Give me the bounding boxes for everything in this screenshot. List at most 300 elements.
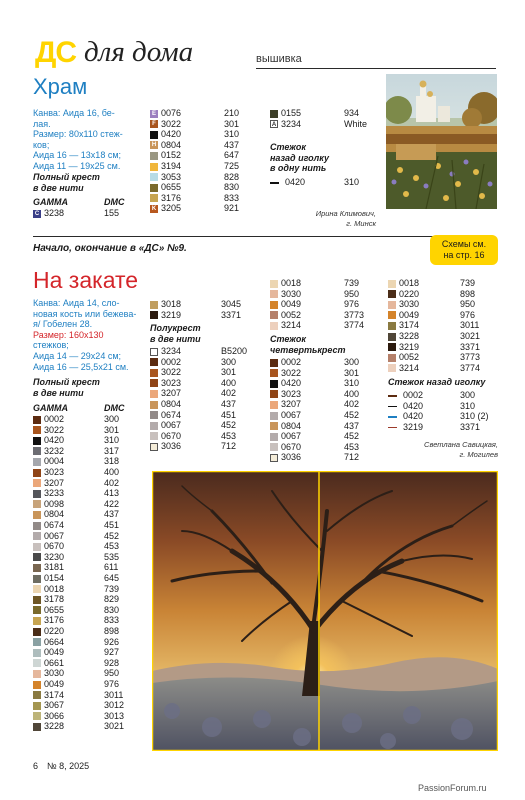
gamma-code: 0049 <box>399 309 420 320</box>
thread-key-row <box>150 357 270 368</box>
thread-swatch <box>33 628 41 636</box>
zakat-key-col2-half <box>150 346 270 454</box>
gamma-code: 0420 <box>403 400 424 411</box>
description-line: Канва: Аида 14, сло- <box>33 298 120 308</box>
thread-swatch <box>33 649 41 657</box>
dmc-code: 400 <box>221 377 237 388</box>
gamma-code: 0052 <box>399 352 420 363</box>
dmc-code: 3773 <box>460 352 481 363</box>
dmc-code: 611 <box>104 562 119 573</box>
backstitch-heading-line: назад иголку <box>270 152 329 163</box>
description-line: Аида 16 — 13х18 см; <box>33 150 122 161</box>
thread-key-row <box>33 690 143 701</box>
thread-swatch <box>388 354 396 362</box>
thread-key-row <box>33 658 143 669</box>
thread-key-row <box>33 721 143 732</box>
dmc-code: 451 <box>221 409 237 420</box>
thread-swatch <box>33 723 41 731</box>
dmc-code: 950 <box>344 288 360 299</box>
gamma-code: 3178 <box>44 594 65 605</box>
thread-key-row <box>270 368 380 379</box>
hram-description <box>33 108 153 172</box>
dmc-code: 301 <box>221 367 237 378</box>
thread-key-row <box>33 414 143 425</box>
hram-backstitch-key <box>270 177 380 189</box>
backstitch-heading-line: Стежок <box>270 142 306 152</box>
gamma-code: 3066 <box>44 710 65 721</box>
thread-swatch <box>150 173 158 181</box>
dmc-code: 3371 <box>460 341 481 352</box>
thread-swatch: H <box>151 142 157 149</box>
zakat-key-col3-top <box>270 278 380 332</box>
dmc-code: 3011 <box>104 689 124 700</box>
dmc-code: 927 <box>104 647 120 658</box>
thread-key-row <box>270 399 380 410</box>
stitch-heading-line: Полный крест <box>33 377 100 387</box>
zakat-quarter-heading <box>270 334 346 355</box>
gamma-code: 3053 <box>161 171 182 182</box>
dmc-code: 950 <box>104 668 120 679</box>
thread-key-row <box>270 431 380 442</box>
thread-swatch <box>270 301 278 309</box>
backstitch-line-swatch <box>388 416 397 418</box>
dmc-code: 829 <box>104 594 120 605</box>
thread-swatch <box>33 585 41 593</box>
dmc-code: 3021 <box>104 721 125 732</box>
gamma-code: 3174 <box>44 689 65 700</box>
gamma-code: 3214 <box>399 362 420 373</box>
gamma-code: 3018 <box>161 299 182 309</box>
thread-key-row <box>388 342 498 353</box>
dmc-code: 898 <box>104 626 120 636</box>
continuation-note: Начало, окончание в «ДС» №9. <box>33 243 187 254</box>
gamma-code: 0661 <box>44 657 65 668</box>
thread-key-row <box>150 388 270 399</box>
dmc-code: 3774 <box>460 362 481 373</box>
gamma-code: 3022 <box>161 118 182 129</box>
gamma-code: 3228 <box>44 721 65 732</box>
thread-swatch: A <box>271 122 277 129</box>
gamma-code: 3219 <box>161 309 182 320</box>
gamma-code: 3176 <box>161 192 182 203</box>
thread-key-row <box>33 562 143 573</box>
dmc-code: 452 <box>104 530 120 541</box>
gamma-code: 3234 <box>161 346 182 356</box>
thread-key-row <box>150 140 270 151</box>
gamma-code: 0420 <box>161 129 182 140</box>
credit-line: Светлана Савицкая, <box>424 440 498 449</box>
dmc-code: 400 <box>104 467 120 477</box>
thread-swatch <box>33 712 41 720</box>
thread-swatch <box>150 379 158 387</box>
thread-swatch <box>33 522 41 530</box>
thread-swatch <box>150 163 158 171</box>
dmc-code: 535 <box>104 551 120 562</box>
thread-key-row <box>270 442 380 453</box>
description-line: Канва: Аида 16, бе- <box>33 108 115 118</box>
thread-key-row <box>33 478 143 489</box>
thread-swatch <box>33 681 41 689</box>
thread-swatch <box>33 575 41 583</box>
description-line: Размер: 80х110 стеж- <box>33 129 123 140</box>
thread-key-row <box>270 389 380 400</box>
backstitch-row <box>270 177 380 188</box>
thread-key-row <box>388 299 498 310</box>
thread-key-row <box>33 509 143 520</box>
thread-key-row <box>150 172 270 183</box>
thread-key-row <box>33 435 143 446</box>
thread-key-row <box>150 182 270 193</box>
dmc-code: 921 <box>224 203 240 214</box>
dmc-code: 402 <box>344 399 360 410</box>
gamma-code: 3023 <box>281 388 302 399</box>
thread-key-row <box>150 420 270 431</box>
hram-full-cross-heading <box>33 172 100 193</box>
thread-swatch <box>33 702 41 710</box>
thread-swatch <box>388 364 396 372</box>
thread-swatch <box>270 290 278 298</box>
thread-swatch <box>270 280 278 288</box>
thread-swatch <box>150 131 158 139</box>
thread-key-row <box>388 331 498 342</box>
thread-swatch <box>150 348 158 356</box>
dmc-code: 437 <box>221 399 237 409</box>
thread-key-row <box>33 467 143 478</box>
thread-key-row <box>388 310 498 321</box>
zakat-embroidery-image <box>152 471 498 751</box>
thread-swatch <box>270 110 278 118</box>
thread-key-row <box>270 289 380 300</box>
magazine-logo-subtitle: для дома <box>84 36 194 68</box>
thread-key-row <box>33 208 143 219</box>
description-line: Аида 16 — 25,5х21 см. <box>33 361 129 372</box>
thread-swatch <box>150 184 158 192</box>
thread-key-row <box>270 320 380 331</box>
gamma-code: 0664 <box>44 636 65 647</box>
thread-swatch <box>150 411 158 419</box>
thread-key-row <box>33 446 143 457</box>
gamma-code: 0420 <box>285 177 306 187</box>
thread-swatch <box>270 390 278 398</box>
zakat-backstitch-heading: Стежок назад иголку <box>388 377 486 387</box>
description-line: новая кость или бежева- <box>33 308 137 319</box>
dmc-code: 301 <box>224 118 240 129</box>
dmc-code: 934 <box>344 108 360 118</box>
gamma-code: 0018 <box>281 278 302 288</box>
dmc-code: 976 <box>460 309 476 320</box>
dmc-code: 453 <box>104 541 120 552</box>
gamma-code: 3030 <box>44 668 65 679</box>
thread-swatch <box>150 152 158 160</box>
gamma-code: 0804 <box>281 420 302 431</box>
thread-swatch <box>270 380 278 388</box>
dmc-code: 725 <box>224 161 240 171</box>
hram-title: Храм <box>33 74 88 99</box>
gamma-code: 0155 <box>281 108 302 118</box>
dmc-code: 3012 <box>104 700 125 711</box>
description-line: Размер: 160х130 <box>33 329 104 340</box>
description-line: стежков; <box>33 340 69 351</box>
dmc-code: 3371 <box>221 309 242 320</box>
dmc-code: 310 <box>344 378 360 389</box>
dmc-code: 402 <box>104 477 120 488</box>
gamma-code: 3181 <box>44 562 65 573</box>
gamma-code: 0804 <box>161 399 182 409</box>
zakat-full-cross-heading <box>33 377 100 398</box>
gamma-code: 0220 <box>399 288 420 299</box>
dmc-code: 437 <box>224 139 240 150</box>
thread-key-row <box>150 108 270 119</box>
thread-key-row <box>150 129 270 140</box>
thread-key-row <box>270 299 380 310</box>
thread-key-row <box>33 637 143 648</box>
thread-key-row <box>33 700 143 711</box>
gamma-code: 0002 <box>161 356 182 367</box>
thread-key-row <box>33 668 143 679</box>
gamma-code: 0655 <box>44 604 65 615</box>
thread-swatch <box>33 500 41 508</box>
stitch-heading-line: в две нити <box>33 182 84 193</box>
hram-gamma-heading: GAMMA <box>33 197 68 207</box>
gamma-code: 3036 <box>281 452 302 463</box>
credit-line: Ирина Климович, <box>315 209 376 218</box>
backstitch-heading-line: в одну нить <box>270 163 327 174</box>
watermark: PassionForum.ru <box>418 783 487 793</box>
gamma-code: 3219 <box>399 341 420 352</box>
gamma-code: 0067 <box>281 410 302 420</box>
badge-line-2: на стр. 16 <box>443 250 485 260</box>
dmc-code: 739 <box>460 278 476 288</box>
thread-key-row <box>388 363 498 374</box>
thread-key-row <box>33 584 143 595</box>
thread-swatch <box>270 311 278 319</box>
thread-key-row <box>270 378 380 389</box>
gamma-code: 0220 <box>44 626 65 636</box>
gamma-code: 0018 <box>44 583 65 594</box>
thread-key-row <box>33 573 143 584</box>
hram-key-col2 <box>150 108 270 218</box>
description-line: Аида 14 — 29х24 см; <box>33 350 122 361</box>
thread-key-row <box>33 615 143 626</box>
thread-key-row <box>33 541 143 552</box>
thread-key-row <box>270 108 380 119</box>
zakat-credit <box>390 440 498 460</box>
dmc-code: 833 <box>104 615 120 626</box>
thread-key-row <box>150 441 270 452</box>
gamma-code: 3030 <box>399 299 420 310</box>
thread-swatch <box>388 301 396 309</box>
gamma-code: 3022 <box>281 367 302 378</box>
gamma-code: 3207 <box>44 477 65 488</box>
thread-swatch: K <box>151 205 157 212</box>
thread-key-row <box>388 289 498 300</box>
gamma-code: 3238 <box>44 208 65 218</box>
gamma-code: 3232 <box>44 445 65 456</box>
dmc-code: 452 <box>221 420 237 431</box>
thread-key-row <box>33 499 143 510</box>
thread-key-row <box>150 399 270 410</box>
gamma-code: 3228 <box>399 331 420 341</box>
credit-line: г. Могилев <box>459 450 498 459</box>
dmc-code: 210 <box>224 108 240 118</box>
gamma-code: 0670 <box>161 430 182 441</box>
zakat-key-col2-top <box>150 299 270 321</box>
dmc-code: 452 <box>344 431 360 442</box>
gamma-code: 0674 <box>44 520 65 530</box>
thread-key-row <box>388 278 498 289</box>
gamma-code: 0067 <box>44 530 65 541</box>
charts-page-badge <box>430 235 498 265</box>
thread-key-row <box>270 278 380 289</box>
thread-swatch <box>150 358 158 366</box>
dmc-code: 645 <box>104 573 120 583</box>
thread-swatch <box>33 670 41 678</box>
thread-swatch <box>270 433 278 441</box>
section-divider <box>33 236 433 237</box>
thread-swatch <box>150 301 158 309</box>
thread-swatch <box>388 311 396 319</box>
dmc-code: 402 <box>221 388 237 399</box>
gamma-code: 3194 <box>161 161 182 171</box>
backstitch-line-swatch <box>270 182 279 184</box>
description-line: ков; <box>33 139 50 150</box>
gamma-code: 3176 <box>44 615 65 626</box>
thread-swatch <box>150 443 158 451</box>
gamma-code: 0049 <box>44 679 65 689</box>
gamma-code: 3036 <box>161 441 182 452</box>
thread-key-row <box>270 421 380 432</box>
thread-key-row <box>33 594 143 605</box>
dmc-code: 310 (2) <box>460 411 489 422</box>
dmc-code: 413 <box>104 488 120 499</box>
backstitch-row <box>388 411 498 422</box>
dmc-code: 453 <box>221 430 237 441</box>
dmc-code: 452 <box>344 410 360 420</box>
dmc-code: 828 <box>224 171 240 182</box>
backstitch-line-swatch <box>388 406 397 408</box>
header-rule <box>256 68 496 69</box>
halfcross-heading-line: Полукрест <box>150 323 201 333</box>
dmc-code: 3021 <box>460 331 481 341</box>
thread-swatch <box>33 511 41 519</box>
thread-swatch <box>33 543 41 551</box>
thread-swatch <box>150 390 158 398</box>
thread-swatch <box>33 617 41 625</box>
dmc-code: 976 <box>104 679 120 689</box>
gamma-code: 3205 <box>161 203 182 214</box>
thread-swatch <box>270 412 278 420</box>
dmc-code: 437 <box>104 509 120 520</box>
thread-key-row <box>150 378 270 389</box>
thread-key-row <box>270 310 380 321</box>
thread-key-row <box>270 452 380 463</box>
stitch-heading-line: Полный крест <box>33 172 100 182</box>
thread-swatch <box>150 194 158 202</box>
dmc-code: 300 <box>344 357 360 367</box>
dmc-code: 400 <box>344 388 360 399</box>
thread-key-row <box>150 367 270 378</box>
gamma-code: 3234 <box>281 118 302 129</box>
zakat-key-col4 <box>388 278 498 374</box>
zakat-dmc-heading: DMC <box>104 403 125 413</box>
thread-swatch <box>388 322 396 330</box>
dmc-code: 739 <box>104 583 120 594</box>
thread-key-row <box>388 320 498 331</box>
thread-swatch: E <box>151 110 156 117</box>
gamma-code: 0420 <box>281 378 302 389</box>
thread-key-row <box>33 679 143 690</box>
gamma-code: 3207 <box>161 388 182 399</box>
gamma-code: 0018 <box>399 278 420 288</box>
dmc-code: 976 <box>344 299 360 310</box>
backstitch-row <box>388 401 498 412</box>
gamma-code: 3174 <box>399 320 420 331</box>
zakat-gamma-heading: GAMMA <box>33 403 68 413</box>
zakat-halfcross-heading <box>150 323 201 344</box>
dmc-code: 3045 <box>221 299 242 309</box>
dmc-code: 830 <box>224 182 240 193</box>
dmc-code: 712 <box>221 441 237 452</box>
gamma-code: 0674 <box>161 409 182 420</box>
thread-swatch <box>33 458 41 466</box>
gamma-code: 0076 <box>161 108 182 118</box>
dmc-code: 300 <box>460 390 476 400</box>
gamma-code: 0152 <box>161 150 182 161</box>
thread-swatch <box>33 426 41 434</box>
dmc-code: 739 <box>344 278 360 288</box>
thread-swatch: F <box>150 120 158 128</box>
hram-dmc-heading: DMC <box>104 197 125 207</box>
gamma-code: 3233 <box>44 488 65 499</box>
thread-key-row <box>150 310 270 321</box>
thread-swatch <box>33 532 41 540</box>
dmc-code: 3011 <box>460 320 480 331</box>
description-line: Аида 11 — 19х25 см. <box>33 160 121 171</box>
gamma-code: 0804 <box>161 139 182 150</box>
gamma-code: 3023 <box>161 377 182 388</box>
thread-key-row <box>150 410 270 421</box>
thread-key-row <box>33 531 143 542</box>
thread-swatch <box>33 469 41 477</box>
thread-key-row <box>150 299 270 310</box>
gamma-code: 0052 <box>281 309 302 320</box>
thread-key-row <box>150 119 270 130</box>
thread-key-row <box>150 193 270 204</box>
gamma-code: 0049 <box>281 299 302 310</box>
gamma-code: 0098 <box>44 498 65 509</box>
gamma-code: 3067 <box>44 700 65 711</box>
dmc-code: 437 <box>344 420 360 431</box>
dmc-code: 310 <box>224 129 240 140</box>
gamma-code: 0049 <box>44 647 65 658</box>
thread-swatch <box>388 290 396 298</box>
dmc-code: 898 <box>460 288 476 299</box>
thread-swatch <box>388 343 396 351</box>
dmc-code: 3774 <box>344 320 365 331</box>
gamma-code: 3219 <box>403 421 424 432</box>
thread-swatch <box>33 564 41 572</box>
description-line: я/ Гобелен 28. <box>33 319 93 330</box>
quarter-heading-line: Стежок <box>270 334 306 344</box>
thread-swatch <box>33 638 41 646</box>
thread-key-row <box>270 357 380 368</box>
dmc-code: 3371 <box>460 421 481 432</box>
dmc-code: 301 <box>344 367 360 378</box>
dmc-code: 300 <box>104 414 120 424</box>
gamma-code: 0067 <box>281 431 302 442</box>
hram-key-col3 <box>270 108 380 132</box>
gamma-code: 3207 <box>281 399 302 410</box>
